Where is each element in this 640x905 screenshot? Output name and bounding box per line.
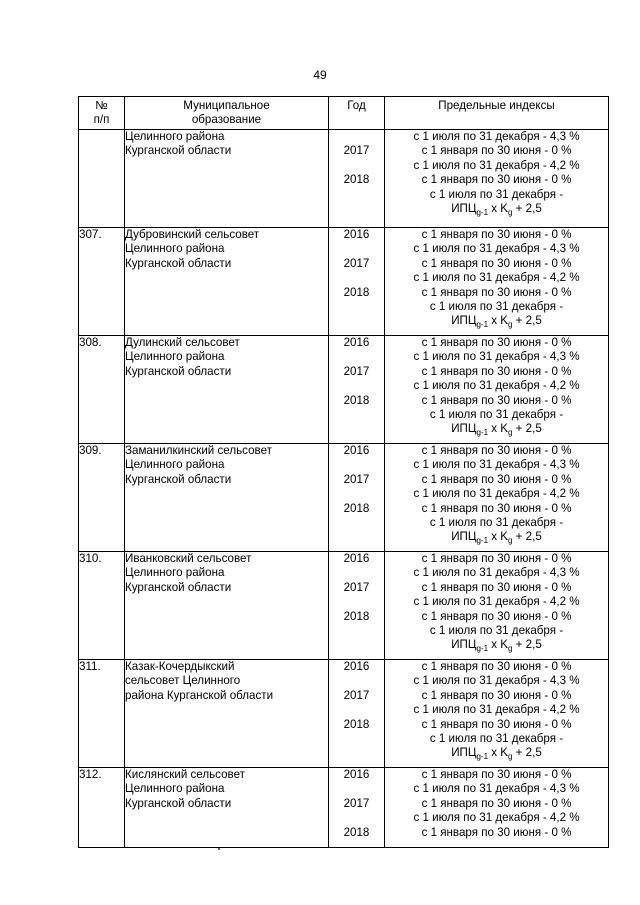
year-value [329, 159, 384, 173]
index-formula [385, 314, 608, 332]
index-line: с 1 января по 30 июня - 0 % [421, 173, 572, 187]
formula-sub2: g [508, 320, 513, 330]
index-cell [385, 444, 609, 552]
formula-mid: х K [488, 314, 508, 328]
year-value: 2016 [343, 336, 370, 349]
municipality-name: Дулинский сельсовет Целинного района Курганской области [125, 336, 329, 444]
formula-mid: х K [488, 746, 508, 760]
header-year [329, 97, 385, 130]
year-value [329, 703, 384, 717]
year-value [329, 379, 384, 393]
formula-sub1: g-1 [476, 428, 489, 438]
formula-main: ИПЦ [451, 530, 477, 544]
formula-sub2: g [508, 428, 513, 438]
header-municipality [125, 97, 329, 130]
municipality-name: Заманилкинский сельсовет Целинного района Курганской области [125, 444, 329, 552]
year-value: 2017 [343, 796, 370, 810]
year-value [329, 566, 384, 580]
tariff-index-table [78, 96, 609, 848]
formula-sub2: g [508, 752, 513, 762]
index-line: с 1 июля по 31 декабря - [429, 731, 564, 745]
municipality-name: Казак-Кочердыкский сельсовет Целинного района Курганской области [125, 660, 329, 768]
index-line: с 1 июля по 31 декабря - 4,3 % [413, 242, 580, 256]
index-line: с 1 июля по 31 декабря - 4,3 % [413, 674, 580, 688]
header-year-text: Год [347, 99, 366, 112]
year-cell [329, 552, 385, 660]
scan-speck [218, 848, 220, 850]
year-cell [329, 660, 385, 768]
row-number [79, 130, 125, 228]
year-value: 2018 [343, 501, 370, 515]
index-line: с 1 января по 30 июня - 0 % [421, 552, 572, 565]
year-value [329, 350, 384, 364]
year-value: 2016 [343, 660, 370, 673]
index-formula [385, 746, 608, 764]
year-value: 2018 [343, 173, 370, 187]
year-value: 2018 [343, 393, 370, 407]
row-number: 310. [79, 552, 125, 660]
formula-tail: + 2,5 [512, 530, 542, 544]
year-value: 2018 [343, 825, 370, 839]
year-value: 2016 [343, 444, 370, 457]
index-line: с 1 июля по 31 декабря - 4,3 % [413, 458, 580, 472]
index-line: с 1 января по 30 июня - 0 % [421, 228, 572, 241]
formula-sub2: g [508, 536, 513, 546]
year-value: 2016 [343, 768, 370, 781]
index-line: с 1 января по 30 июня - 0 % [421, 364, 572, 378]
index-line: с 1 января по 30 июня - 0 % [421, 501, 572, 515]
municipality-name: Иванковский сельсовет Целинного района Курганской области [125, 552, 329, 660]
year-value: 2017 [343, 256, 370, 270]
year-value: 2018 [343, 717, 370, 731]
header-indices-text: Предельные индексы [438, 99, 555, 112]
index-line: с 1 июля по 31 декабря - 4,3 % [413, 350, 580, 364]
year-cell [329, 444, 385, 552]
year-value [329, 242, 384, 256]
formula-sub1: g-1 [476, 320, 489, 330]
index-cell [385, 228, 609, 336]
formula-mid: х K [488, 422, 508, 436]
formula-mid: х K [488, 530, 508, 544]
index-line: с 1 января по 30 июня - 0 % [421, 336, 572, 349]
index-cell [385, 552, 609, 660]
year-value: 2018 [343, 609, 370, 623]
formula-main: ИПЦ [451, 422, 477, 436]
index-line: с 1 июля по 31 декабря - 4,3 % [413, 782, 580, 796]
table-body [79, 130, 609, 848]
index-line: с 1 января по 30 июня - 0 % [421, 609, 572, 623]
index-line: с 1 января по 30 июня - 0 % [421, 144, 572, 158]
index-line: с 1 июля по 31 декабря - 4,2 % [413, 703, 580, 717]
index-line: с 1 июля по 31 декабря - [429, 187, 564, 201]
formula-tail: + 2,5 [512, 314, 542, 328]
formula-tail: + 2,5 [512, 746, 542, 760]
index-line: с 1 января по 30 июня - 0 % [421, 825, 572, 839]
index-cell [385, 130, 609, 228]
year-value: 2017 [343, 472, 370, 486]
index-line: с 1 января по 30 июня - 0 % [421, 768, 572, 781]
formula-mid: х K [488, 638, 508, 652]
year-value [329, 458, 384, 472]
index-line: с 1 июля по 31 декабря - [429, 407, 564, 421]
municipality-name: Дубровинский сельсовет Целинного района Курганской области [125, 228, 329, 336]
formula-sub2: g [508, 207, 513, 217]
formula-main: ИПЦ [451, 201, 477, 215]
index-cell [385, 768, 609, 848]
index-line: с 1 июля по 31 декабря - 4,2 % [413, 379, 580, 393]
formula-tail: + 2,5 [512, 201, 542, 215]
formula-sub1: g-1 [476, 752, 489, 762]
municipality-name: Кислянский сельсовет Целинного района Курганской области [125, 768, 329, 848]
formula-tail: + 2,5 [512, 638, 542, 652]
index-line: с 1 января по 30 июня - 0 % [421, 444, 572, 457]
table-row [79, 552, 609, 660]
index-line: с 1 июля по 31 декабря - [429, 299, 564, 313]
row-number: 309. [79, 444, 125, 552]
index-line: с 1 июля по 31 декабря - 4,3 % [413, 566, 580, 580]
year-cell [329, 336, 385, 444]
table-row [79, 444, 609, 552]
year-value: 2016 [343, 228, 370, 241]
table-row [79, 768, 609, 848]
formula-main: ИПЦ [451, 638, 477, 652]
year-value [329, 782, 384, 796]
year-value [329, 674, 384, 688]
year-value: 2017 [343, 688, 370, 702]
formula-sub1: g-1 [476, 207, 489, 217]
index-line: с 1 января по 30 июня - 0 % [421, 717, 572, 731]
page-number: 49 [313, 68, 327, 82]
year-cell [329, 228, 385, 336]
index-line: с 1 января по 30 июня - 0 % [421, 660, 572, 673]
year-value [329, 811, 384, 825]
year-value: 2017 [343, 580, 370, 594]
index-line: с 1 июля по 31 декабря - 4,2 % [413, 595, 580, 609]
index-line: с 1 января по 30 июня - 0 % [421, 285, 572, 299]
row-number: 308. [79, 336, 125, 444]
index-cell [385, 660, 609, 768]
formula-mid: х K [488, 201, 508, 215]
formula-sub1: g-1 [476, 536, 489, 546]
formula-tail: + 2,5 [512, 422, 542, 436]
row-number: 311. [79, 660, 125, 768]
header-indices [385, 97, 609, 130]
year-value: 2018 [343, 285, 370, 299]
year-value [329, 595, 384, 609]
index-line: с 1 июля по 31 декабря - 4,2 % [413, 271, 580, 285]
formula-main: ИПЦ [451, 314, 477, 328]
index-line: с 1 января по 30 июня - 0 % [421, 688, 572, 702]
row-number: 312. [79, 768, 125, 848]
header-num-text: № п/п [93, 99, 110, 127]
year-cell [329, 768, 385, 848]
index-line: с 1 июля по 31 декабря - 4,3 % [413, 130, 580, 143]
index-line: с 1 июля по 31 декабря - 4,2 % [413, 487, 580, 501]
index-line: с 1 января по 30 июня - 0 % [421, 796, 572, 810]
table-row [79, 660, 609, 768]
header-municipality-text: Муниципальное образование [183, 99, 270, 127]
header-num [79, 97, 125, 130]
formula-sub1: g-1 [476, 644, 489, 654]
year-value: 2017 [343, 144, 370, 158]
table-row [79, 228, 609, 336]
municipality-name: Целинного района Курганской области [125, 130, 329, 228]
index-line: с 1 июля по 31 декабря - 4,2 % [413, 158, 580, 172]
index-formula [385, 530, 608, 548]
year-value [329, 271, 384, 285]
index-line: с 1 июля по 31 декабря - 4,2 % [413, 811, 580, 825]
index-formula [385, 638, 608, 656]
formula-main: ИПЦ [451, 746, 477, 760]
index-formula [385, 422, 608, 440]
index-line: с 1 января по 30 июня - 0 % [421, 256, 572, 270]
table-header [79, 97, 609, 130]
index-line: с 1 января по 30 июня - 0 % [421, 472, 572, 486]
index-line: с 1 июля по 31 декабря - [429, 515, 564, 529]
year-value [329, 487, 384, 501]
index-line: с 1 января по 30 июня - 0 % [421, 580, 572, 594]
index-line: с 1 июля по 31 декабря - [429, 623, 564, 637]
year-value [329, 130, 384, 144]
formula-sub2: g [508, 644, 513, 654]
index-formula [385, 202, 608, 220]
table-row [79, 130, 609, 228]
index-cell [385, 336, 609, 444]
year-value: 2017 [343, 364, 370, 378]
year-value: 2016 [343, 552, 370, 565]
table-row [79, 336, 609, 444]
year-cell [329, 130, 385, 228]
index-line: с 1 января по 30 июня - 0 % [421, 393, 572, 407]
row-number: 307. [79, 228, 125, 336]
